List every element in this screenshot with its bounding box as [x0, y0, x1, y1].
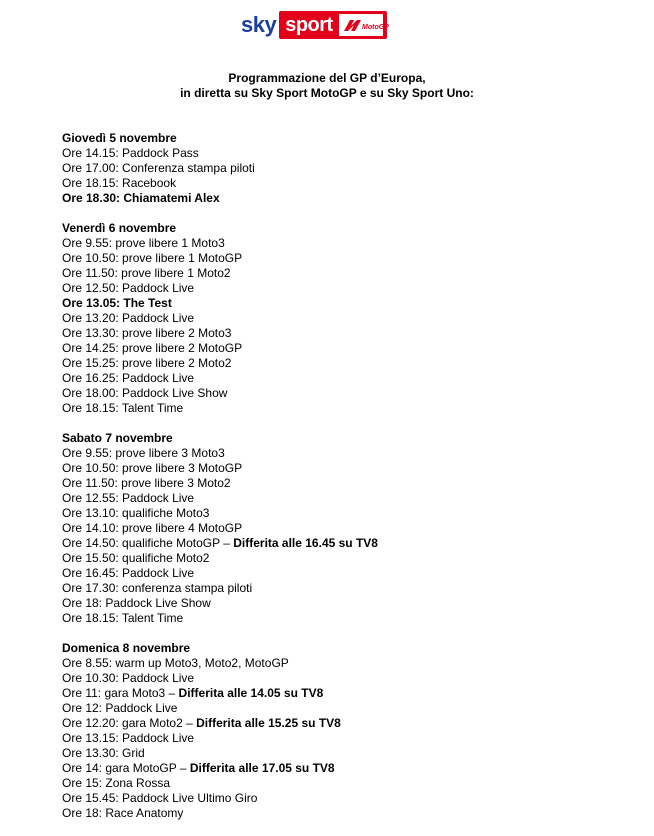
schedule-time: Ore 14.25: — [62, 341, 119, 355]
tv8-replay-note: Differita alle 17.05 su TV8 — [189, 761, 335, 775]
schedule-label: Zona Rossa — [105, 776, 171, 790]
schedule-time: Ore 11.50: — [62, 266, 118, 280]
schedule-time: Ore 12: — [62, 701, 103, 715]
schedule-time: Ore 16.25: — [62, 371, 119, 385]
schedule-label: gara Moto3 – — [104, 686, 179, 700]
schedule-item — [62, 596, 378, 611]
schedule-item — [62, 266, 378, 281]
schedule-item — [62, 341, 378, 356]
schedule-time: Ore 18.00: — [62, 386, 119, 400]
schedule-label: prove libere 3 MotoGP — [122, 461, 243, 475]
schedule-list — [62, 131, 378, 836]
schedule-item — [62, 611, 378, 626]
schedule-item — [62, 761, 378, 776]
schedule-label: Chiamatemi Alex — [123, 191, 220, 205]
schedule-time: Ore 18.15: — [62, 401, 119, 415]
logo-sport-box — [279, 11, 387, 39]
schedule-item — [62, 506, 378, 521]
schedule-time: Ore 12.50: — [62, 281, 119, 295]
header-line-1: Programmazione del GP d’Europa, — [228, 71, 426, 85]
day-title: Giovedì 5 novembre — [62, 131, 177, 145]
schedule-label: Talent Time — [121, 401, 184, 415]
schedule-item — [62, 251, 378, 266]
schedule-item — [62, 731, 378, 746]
tv8-replay-note: Differita alle 15.25 su TV8 — [196, 716, 341, 730]
schedule-time: Ore 17.00: — [62, 161, 119, 175]
schedule-item — [62, 656, 378, 671]
schedule-item — [62, 296, 378, 311]
schedule-item — [62, 311, 378, 326]
schedule-label: Paddock Live Show — [122, 386, 228, 400]
schedule-time: Ore 12.55: — [62, 491, 119, 505]
schedule-item — [62, 671, 378, 686]
schedule-item — [62, 371, 378, 386]
schedule-label: Conferenza stampa piloti — [122, 161, 255, 175]
schedule-item — [62, 176, 378, 191]
header-line-2: in diretta su Sky Sport MotoGP e su Sky Sport Uno: — [180, 86, 474, 100]
schedule-label: Paddock Live — [122, 371, 195, 385]
schedule-item — [62, 716, 378, 731]
schedule-label: prove libere 2 Moto3 — [122, 326, 232, 340]
schedule-item — [62, 326, 378, 341]
schedule-item — [62, 566, 378, 581]
schedule-time: Ore 12.20: — [62, 716, 119, 730]
schedule-time: Ore 10.50: — [62, 251, 119, 265]
day-title: Venerdì 6 novembre — [62, 221, 177, 235]
motogp-logo-text: MotoGP — [361, 24, 389, 31]
schedule-time: Ore 14.50: — [62, 536, 119, 550]
schedule-item — [62, 521, 378, 536]
schedule-time: Ore 13.30: — [62, 746, 119, 760]
schedule-item — [62, 791, 378, 806]
schedule-header — [0, 71, 654, 101]
logo-sport-text: sport — [285, 14, 333, 36]
schedule-label: Paddock Live — [105, 701, 178, 715]
schedule-item — [62, 146, 378, 161]
schedule-label: Paddock Live — [122, 566, 195, 580]
schedule-time: Ore 18: — [62, 596, 103, 610]
schedule-time: Ore 18.30: — [62, 191, 121, 205]
schedule-time: Ore 18.15: — [62, 611, 119, 625]
schedule-item — [62, 281, 378, 296]
schedule-label: Race Anatomy — [105, 806, 184, 820]
schedule-time: Ore 9.55: — [62, 236, 113, 250]
schedule-time: Ore 10.30: — [62, 671, 119, 685]
schedule-time: Ore 13.20: — [62, 311, 119, 325]
motogp-logo-icon — [341, 16, 389, 34]
schedule-time: Ore 15: — [62, 776, 103, 790]
schedule-item — [62, 161, 378, 176]
schedule-label: prove libere 3 Moto2 — [121, 476, 231, 490]
schedule-time: Ore 13.30: — [62, 326, 119, 340]
schedule-label: Paddock Live — [122, 281, 195, 295]
motogp-logo-badge — [338, 13, 389, 37]
schedule-item — [62, 191, 378, 206]
schedule-item — [62, 776, 378, 791]
schedule-item — [62, 806, 378, 821]
sky-sport-motogp-logo — [241, 10, 387, 40]
schedule-label: qualifiche MotoGP – — [122, 536, 234, 550]
schedule-label: prove libere 2 Moto2 — [122, 356, 232, 370]
schedule-item — [62, 476, 378, 491]
schedule-time: Ore 15.45: — [62, 791, 119, 805]
schedule-label: prove libere 4 MotoGP — [122, 521, 243, 535]
day-block — [62, 131, 378, 206]
schedule-time: Ore 15.50: — [62, 551, 119, 565]
schedule-time: Ore 13.10: — [62, 506, 119, 520]
schedule-label: Paddock Live Ultimo Giro — [122, 791, 258, 805]
schedule-item — [62, 686, 378, 701]
schedule-time: Ore 14.10: — [62, 521, 119, 535]
schedule-time: Ore 11: — [62, 686, 102, 700]
schedule-label: prove libere 1 Moto3 — [115, 236, 225, 250]
schedule-item — [62, 446, 378, 461]
schedule-time: Ore 8.55: — [62, 656, 113, 670]
schedule-label: prove libere 2 MotoGP — [122, 341, 243, 355]
schedule-item — [62, 551, 378, 566]
schedule-label: gara MotoGP – — [105, 761, 190, 775]
schedule-item — [62, 701, 378, 716]
schedule-time: Ore 18: — [62, 806, 103, 820]
schedule-item — [62, 236, 378, 251]
schedule-time: Ore 11.50: — [62, 476, 118, 490]
schedule-time: Ore 15.25: — [62, 356, 119, 370]
schedule-item — [62, 386, 378, 401]
schedule-label: Paddock Live — [122, 311, 195, 325]
schedule-time: Ore 13.15: — [62, 731, 119, 745]
tv8-replay-note: Differita alle 16.45 su TV8 — [233, 536, 378, 550]
schedule-label: prove libere 1 MotoGP — [122, 251, 243, 265]
day-title: Domenica 8 novembre — [62, 641, 191, 655]
schedule-label: Grid — [122, 746, 145, 760]
schedule-time: Ore 14: — [62, 761, 103, 775]
schedule-time: Ore 13.05: — [62, 296, 121, 310]
schedule-label: Paddock Live — [122, 671, 195, 685]
schedule-label: prove libere 1 Moto2 — [121, 266, 231, 280]
schedule-label: prove libere 3 Moto3 — [115, 446, 225, 460]
schedule-time: Ore 10.50: — [62, 461, 119, 475]
schedule-label: Talent Time — [121, 611, 184, 625]
schedule-label: gara Moto2 – — [122, 716, 197, 730]
schedule-label: Paddock Live — [122, 491, 195, 505]
tv8-replay-note: Differita alle 14.05 su TV8 — [178, 686, 324, 700]
schedule-label: Paddock Live Show — [105, 596, 211, 610]
schedule-time: Ore 9.55: — [62, 446, 113, 460]
day-block — [62, 221, 378, 416]
schedule-time: Ore 18.15: — [62, 176, 119, 190]
schedule-label: The Test — [123, 296, 172, 310]
schedule-label: qualifiche Moto3 — [122, 506, 210, 520]
schedule-label: Racebook — [122, 176, 177, 190]
schedule-label: warm up Moto3, Moto2, MotoGP — [115, 656, 289, 670]
schedule-time: Ore 14.15: — [62, 146, 119, 160]
schedule-item — [62, 746, 378, 761]
schedule-item — [62, 581, 378, 596]
day-block — [62, 431, 378, 626]
schedule-time: Ore 16.45: — [62, 566, 119, 580]
schedule-label: Paddock Live — [122, 731, 195, 745]
schedule-item — [62, 401, 378, 416]
schedule-item — [62, 356, 378, 371]
day-block — [62, 641, 378, 821]
schedule-item — [62, 491, 378, 506]
schedule-time: Ore 17.30: — [62, 581, 119, 595]
logo-sky-text: sky — [241, 12, 277, 37]
day-title: Sabato 7 novembre — [62, 431, 173, 445]
schedule-item — [62, 536, 378, 551]
schedule-item — [62, 461, 378, 476]
schedule-label: qualifiche Moto2 — [122, 551, 210, 565]
schedule-label: Paddock Pass — [122, 146, 199, 160]
schedule-label: conferenza stampa piloti — [122, 581, 253, 595]
